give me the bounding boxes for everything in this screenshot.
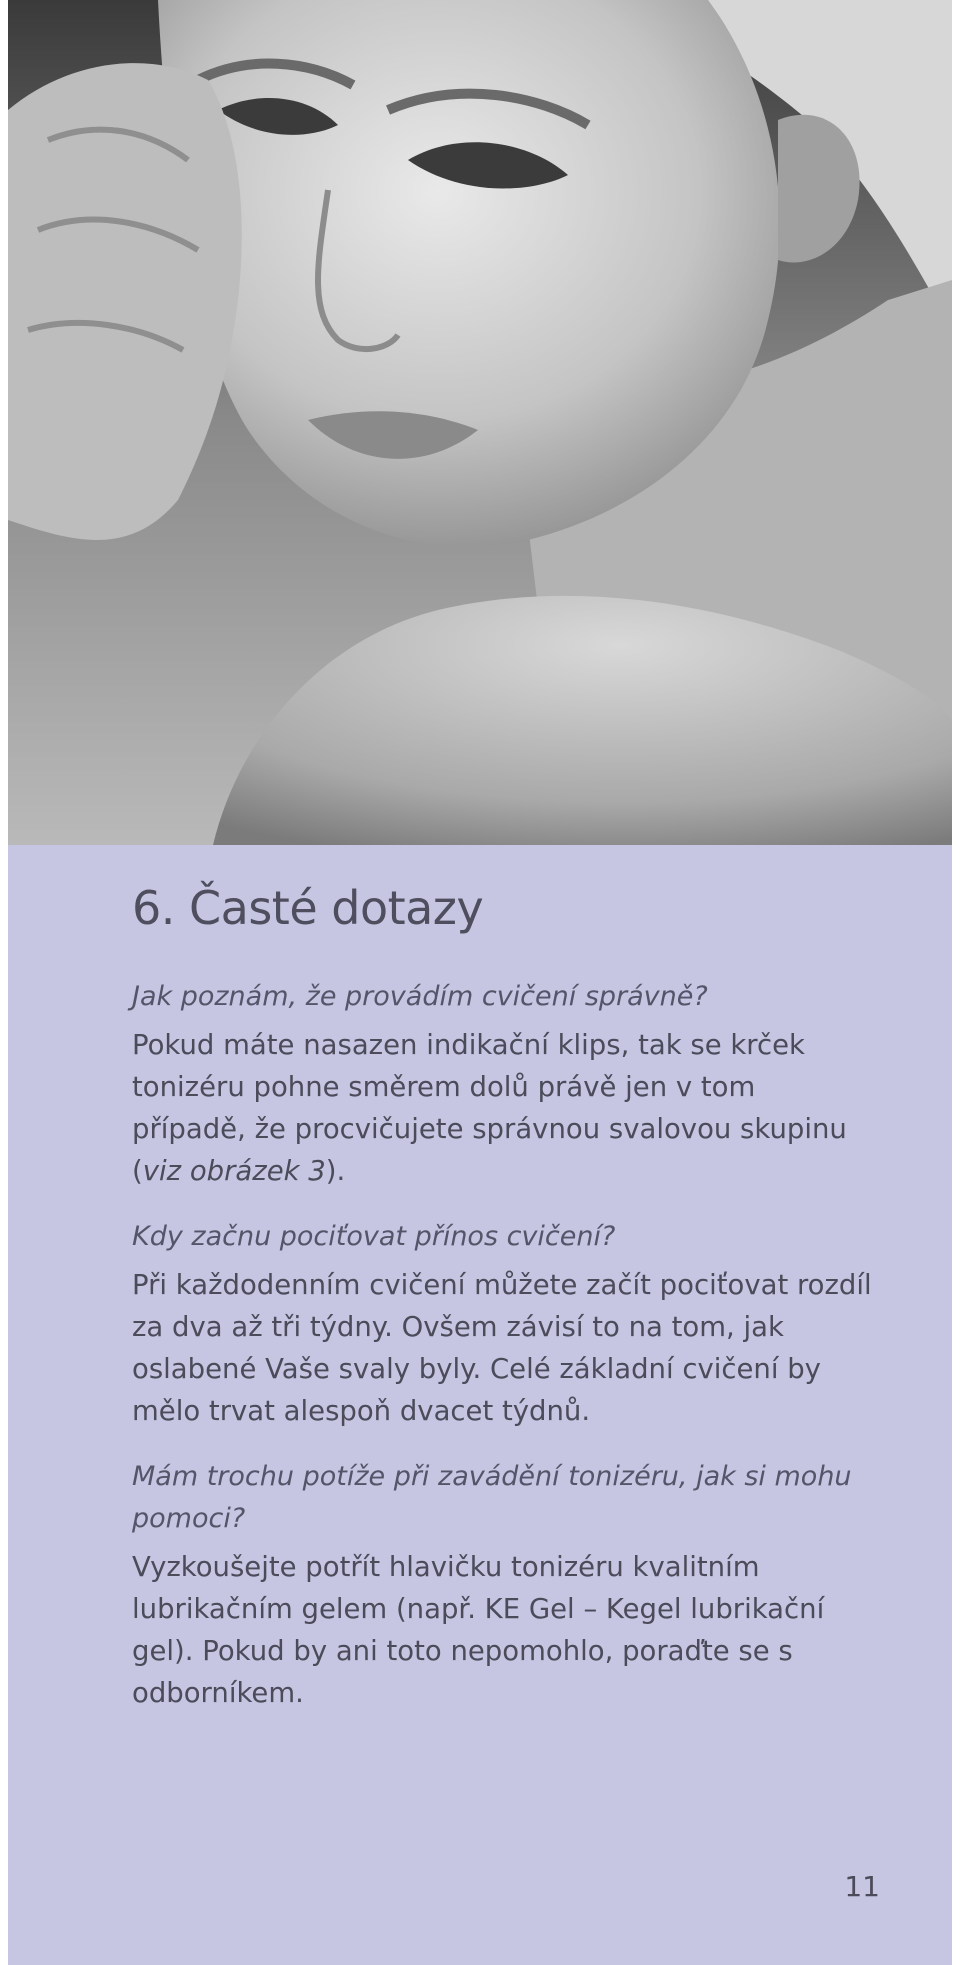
faq-answer — [132, 1024, 872, 1192]
faq-question: Jak poznám, že provádím cvičení správně? — [132, 981, 708, 1012]
faq-question: Kdy začnu pociťovat přínos cvičení? — [132, 1221, 616, 1252]
page-number: 11 — [844, 1870, 880, 1903]
faq-section — [132, 880, 872, 1738]
faq-answer: Při každodenním cvičení můžete začít pociťovat rozdíl za dva až tři týdny. Ovšem závisí to na tom, jak oslabené Vaše svaly byly. Celé základní cvičení by mělo trvat alespoň dvacet týdnů. — [132, 1269, 872, 1427]
faq-question: Mám trochu potíže při zavádění tonizéru, jak si mohu pomoci? — [132, 1461, 852, 1534]
faq-item — [132, 1216, 872, 1432]
figure-reference: viz obrázek 3 — [142, 1155, 326, 1187]
faq-item — [132, 976, 872, 1192]
portrait-photo — [8, 0, 952, 845]
faq-answer-text-end: ). — [325, 1155, 346, 1187]
faq-item — [132, 1456, 872, 1714]
faq-answer-text: Pokud máte nasazen indikační klips, tak se krček tonizéru pohne směrem dolů právě jen v tom případě, že procvičujete správnou svalovou skupinu ( — [132, 1029, 847, 1187]
brochure-page — [8, 0, 952, 1965]
section-heading: 6. Časté dotazy — [132, 881, 484, 935]
portrait-photo-illustration — [8, 0, 952, 845]
faq-answer: Vyzkoušejte potřít hlavičku tonizéru kvalitním lubrikačním gelem (např. KE Gel – Kegel lubrikační gel). Pokud by ani toto nepomohlo, poraďte se s odborníkem. — [132, 1551, 825, 1709]
